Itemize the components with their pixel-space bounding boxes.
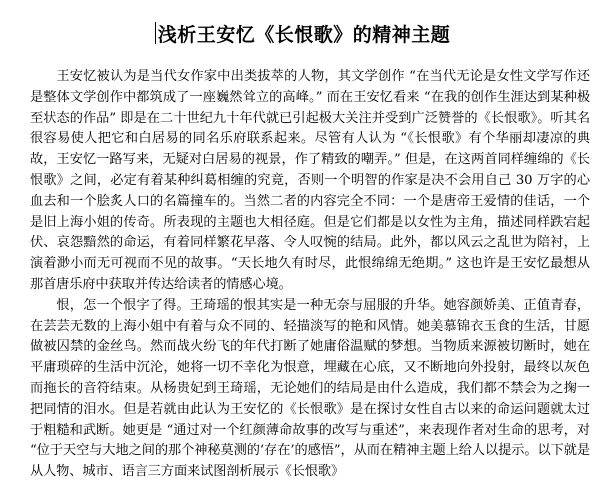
document-body[interactable] bbox=[30, 67, 590, 483]
paragraph-2[interactable]: 恨，怎一个恨字了得。王琦瑶的恨其实是一种无奈与屈服的升华。她容颜娇美、正值青春，在芸芸无数的上海小姐中有着与众不同的、轻描淡写的艳和风情。她美慕锦衣玉食的生活，甘愿做被囚禁的金丝鸟。然而战火纷飞的年代打断了她庸俗温赋的梦想。当物质来源被切断时，她在平庸琐碎的生活中沉沦，她将一切不幸化为恨意，埋藏在心底，又不断地向外投射，最终以灰色而拖长的音符结束。从杨贵妃到王琦瑶，无论她们的结局是由什么造成，我们都不禁会为之掬一把同情的泪水。但是若就由此认为王安忆的《长恨歌》是在探讨女性自古以来的命运问题就太过于粗糙和武断。她更是 “通过对一个红颜薄命故事的改写与重述”，来表现作者对生命的思考，对 “位于天空与大地之间的那个神秘莫测的‘存在’的感悟”，从而在精神主题上给人以提示。以下就是从人物、城市、语言三方面来试图剖析展示《长恨歌》 bbox=[30, 297, 590, 480]
text-cursor bbox=[155, 22, 156, 44]
document-title[interactable]: 浅析王安忆《长恨歌》的精神主题 bbox=[157, 24, 451, 46]
title-row bbox=[0, 20, 605, 50]
paragraph-1[interactable]: 王安忆被认为是当代女作家中出类拔萃的人物，其文学创作 “在当代无论是女性文学写作还是整体文学创作中都筑成了一座巍然耸立的高峰。” 而在王安忆看来 “在我的创作生涯达到某种极至状态的作品” 即是在二十世纪九十年代就已引起极大关注并受到广泛赞誉的《长恨歌》。听其名很容易使人把它和白居易的同名乐府联系起来。尽管有人认为 “《长恨歌》有个华丽却凄凉的典故，王安忆一路写来，无疑对白居易的视景，作了精致的嘲弄。” 但是，在这两首同样缠绵的《长恨歌》之间，必定有着某种纠葛相缠的究竟，否则一个明智的作家是决不会用自己 30 万字的心血去和一个脍炙人口的名篇撞车的。当然二者的内容完全不同：一个是唐帝王爱情的佳话，一个是旧上海小姐的传奇。所表现的主题也大相径庭。但是它们都是以女性为主角，描述同样跌宕起伏、哀怨黯然的命运，有着同样繁花早落、令人叹惋的结局。此外，都以风云之乱世为陪衬，上演着渺小而无可视而不见的故事。“天长地久有时尽，此恨绵绵无绝期。” 这也许是王安忆最想从那首唐乐府中获取并传达给读者的情感心境。 bbox=[30, 69, 590, 292]
